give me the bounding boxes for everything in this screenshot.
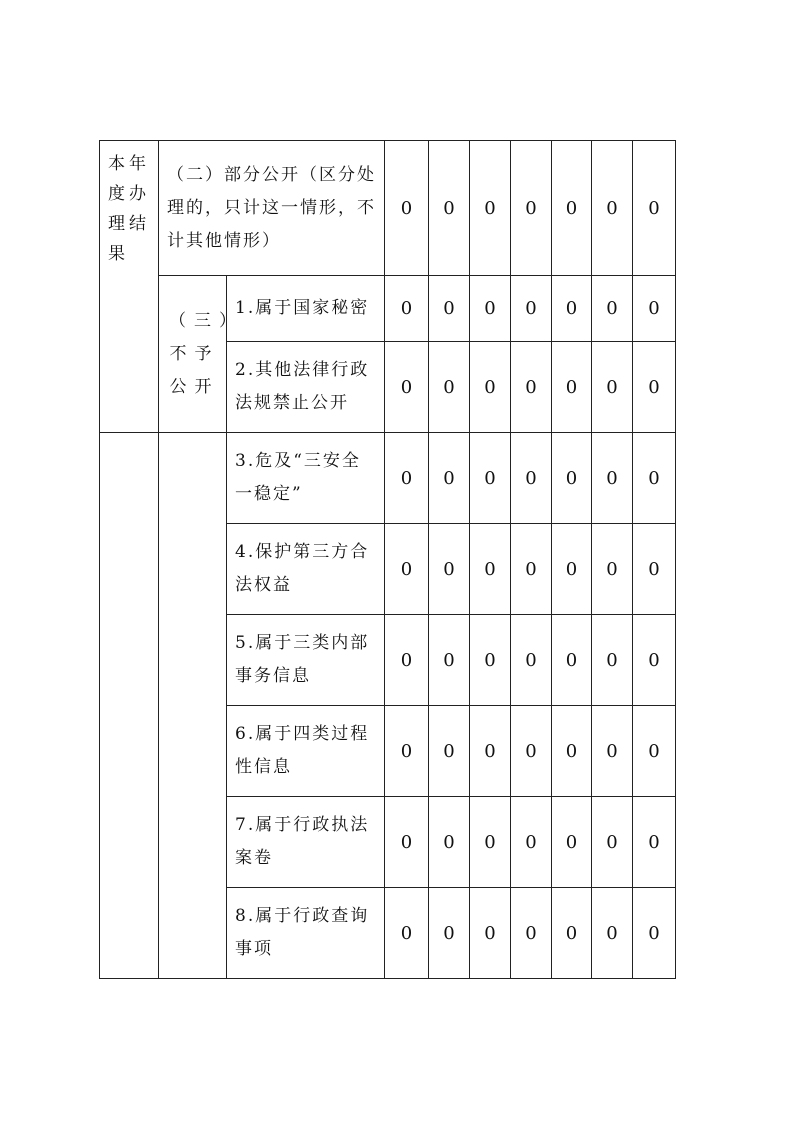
cell-value: 0 [592, 706, 633, 797]
cell-value: 0 [552, 276, 592, 342]
cell-value: 0 [511, 524, 552, 615]
cell-value: 0 [429, 276, 470, 342]
cell-value: 0 [429, 706, 470, 797]
cell-value: 0 [511, 797, 552, 888]
cell-value: 0 [592, 433, 633, 524]
cell-value: 0 [511, 276, 552, 342]
cell-value: 0 [429, 433, 470, 524]
row-label: 2.其他法律行政法规禁止公开 [227, 342, 385, 433]
row-label: 3.危及“三安全一稳定” [227, 433, 385, 524]
cell-value: 0 [552, 888, 592, 979]
cell-value: 0 [511, 888, 552, 979]
cell-value: 0 [429, 615, 470, 706]
cell-value: 0 [429, 524, 470, 615]
cell-value: 0 [633, 706, 676, 797]
row-label: 5.属于三类内部事务信息 [227, 615, 385, 706]
cell-value: 0 [470, 276, 511, 342]
cell-value: 0 [470, 524, 511, 615]
row-label: 4.保护第三方合法权益 [227, 524, 385, 615]
cell-value: 0 [552, 141, 592, 276]
cell-value: 0 [385, 433, 429, 524]
cell-value: 0 [592, 888, 633, 979]
cell-value: 0 [385, 615, 429, 706]
cell-value: 0 [552, 524, 592, 615]
cell-value: 0 [470, 797, 511, 888]
partial-open-label: （二）部分公开（区分处理的，只计这一情形，不计其他情形） [159, 141, 385, 276]
cell-value: 0 [429, 141, 470, 276]
cell-value: 0 [592, 797, 633, 888]
cell-value: 0 [385, 524, 429, 615]
cell-value: 0 [552, 797, 592, 888]
cell-value: 0 [633, 433, 676, 524]
category-continuation-cell [100, 433, 159, 979]
cell-value: 0 [429, 342, 470, 433]
cell-value: 0 [470, 342, 511, 433]
cell-value: 0 [385, 276, 429, 342]
cell-value: 0 [429, 797, 470, 888]
cell-value: 0 [511, 342, 552, 433]
category-label: 本年度办理结果 [100, 141, 159, 433]
row-label: 7.属于行政执法案卷 [227, 797, 385, 888]
cell-value: 0 [552, 706, 592, 797]
table-row [100, 433, 676, 524]
statistics-table [99, 140, 676, 979]
cell-value: 0 [511, 433, 552, 524]
cell-value: 0 [470, 706, 511, 797]
table-row [100, 276, 676, 342]
cell-value: 0 [470, 888, 511, 979]
cell-value: 0 [552, 433, 592, 524]
cell-value: 0 [592, 141, 633, 276]
cell-value: 0 [429, 888, 470, 979]
cell-value: 0 [511, 706, 552, 797]
row-label: 8.属于行政查询事项 [227, 888, 385, 979]
cell-value: 0 [385, 888, 429, 979]
not-open-label: （三）不予公开 [159, 276, 227, 433]
cell-value: 0 [633, 888, 676, 979]
row-label: 1.属于国家秘密 [227, 276, 385, 342]
cell-value: 0 [552, 342, 592, 433]
cell-value: 0 [470, 615, 511, 706]
cell-value: 0 [633, 797, 676, 888]
cell-value: 0 [592, 342, 633, 433]
cell-value: 0 [633, 342, 676, 433]
cell-value: 0 [633, 615, 676, 706]
cell-value: 0 [470, 141, 511, 276]
row-label: 6.属于四类过程性信息 [227, 706, 385, 797]
cell-value: 0 [592, 615, 633, 706]
cell-value: 0 [633, 276, 676, 342]
cell-value: 0 [470, 433, 511, 524]
table-row-partial-open [100, 141, 676, 276]
cell-value: 0 [385, 342, 429, 433]
cell-value: 0 [592, 276, 633, 342]
cell-value: 0 [592, 524, 633, 615]
cell-value: 0 [385, 706, 429, 797]
cell-value: 0 [511, 141, 552, 276]
cell-value: 0 [633, 524, 676, 615]
not-open-continuation-cell [159, 433, 227, 979]
cell-value: 0 [385, 141, 429, 276]
cell-value: 0 [552, 615, 592, 706]
cell-value: 0 [511, 615, 552, 706]
cell-value: 0 [633, 141, 676, 276]
cell-value: 0 [385, 797, 429, 888]
